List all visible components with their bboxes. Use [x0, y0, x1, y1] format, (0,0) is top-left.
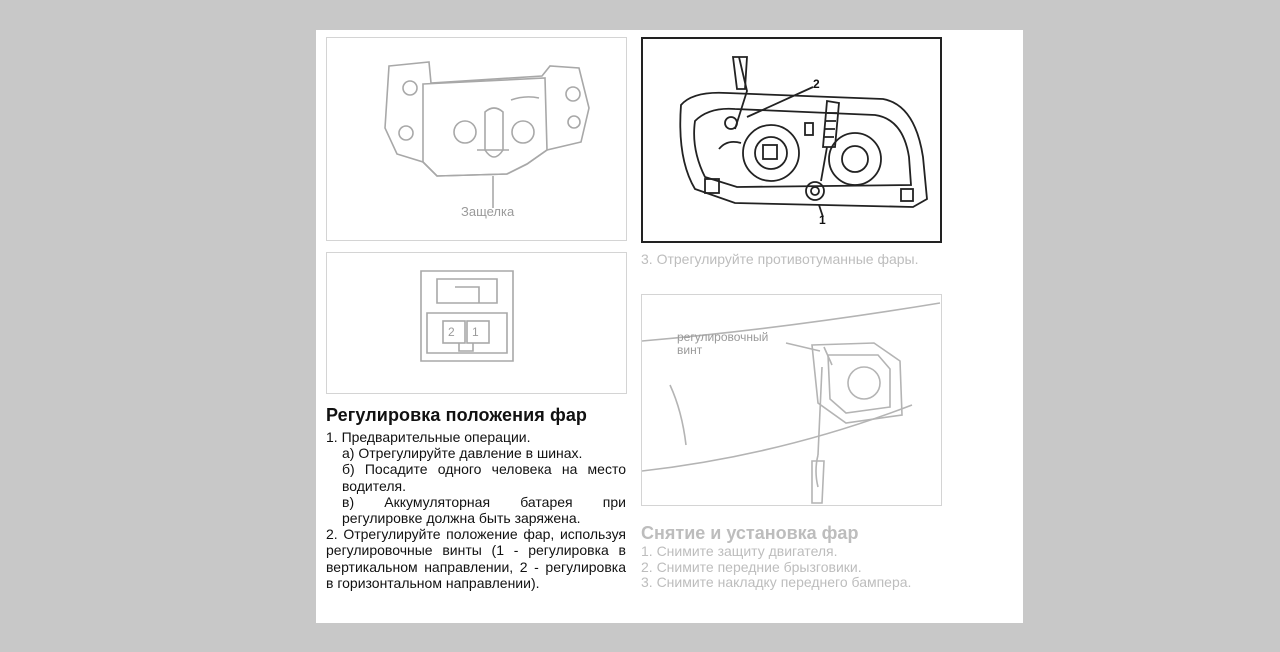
removal-step-1: 1. Снимите защиту двигателя. [641, 543, 838, 559]
step-1a: а) Отрегулируйте давление в шинах. [342, 445, 583, 462]
removal-steps [641, 544, 941, 591]
step-2: 2. Отрегулируйте положение фар, используя регулировочные винты (1 - регулировка в вертикальном направлении, 2 - регулировка в горизонтальном направлении). [326, 526, 626, 591]
adjusting-screw-label [677, 331, 768, 357]
removal-step-2: 2. Снимите передние брызговики. [641, 558, 862, 575]
headlight-adjust-heading: Регулировка положения фар [326, 405, 588, 425]
connector-pin-2: 2 [448, 325, 455, 339]
callout-1: 1 [819, 213, 826, 227]
headlight-figure [641, 37, 942, 243]
step-3-fog-lights: 3. Отрегулируйте противотуманные фары. [641, 251, 919, 267]
latch-label: Защелка [461, 204, 515, 219]
fog-light-figure [641, 294, 942, 506]
connector-drawing [327, 253, 626, 393]
callout-2: 2 [813, 77, 820, 91]
step-1c: в) Аккумуляторная батарея при регулировке должна быть заряжена. [342, 493, 626, 527]
step-1: 1. Предварительные операции. [326, 429, 531, 445]
connector-pin-1: 1 [472, 325, 479, 339]
adjusting-screw-label-line1: регулировочный [677, 330, 769, 344]
headlight-drawing [643, 39, 940, 241]
adjusting-screw-label-line2: винт [677, 343, 703, 357]
step-1b: б) Посадите одного человека на место водителя. [342, 461, 626, 494]
removal-step-3: 3. Снимите накладку переднего бампера. [641, 574, 912, 590]
headlight-adjust-text [326, 429, 626, 591]
connector-figure [326, 252, 627, 394]
manual-page [316, 30, 1023, 623]
removal-heading: Снятие и установка фар [641, 523, 859, 543]
latch-figure [326, 37, 627, 241]
fog-light-drawing [642, 295, 941, 505]
